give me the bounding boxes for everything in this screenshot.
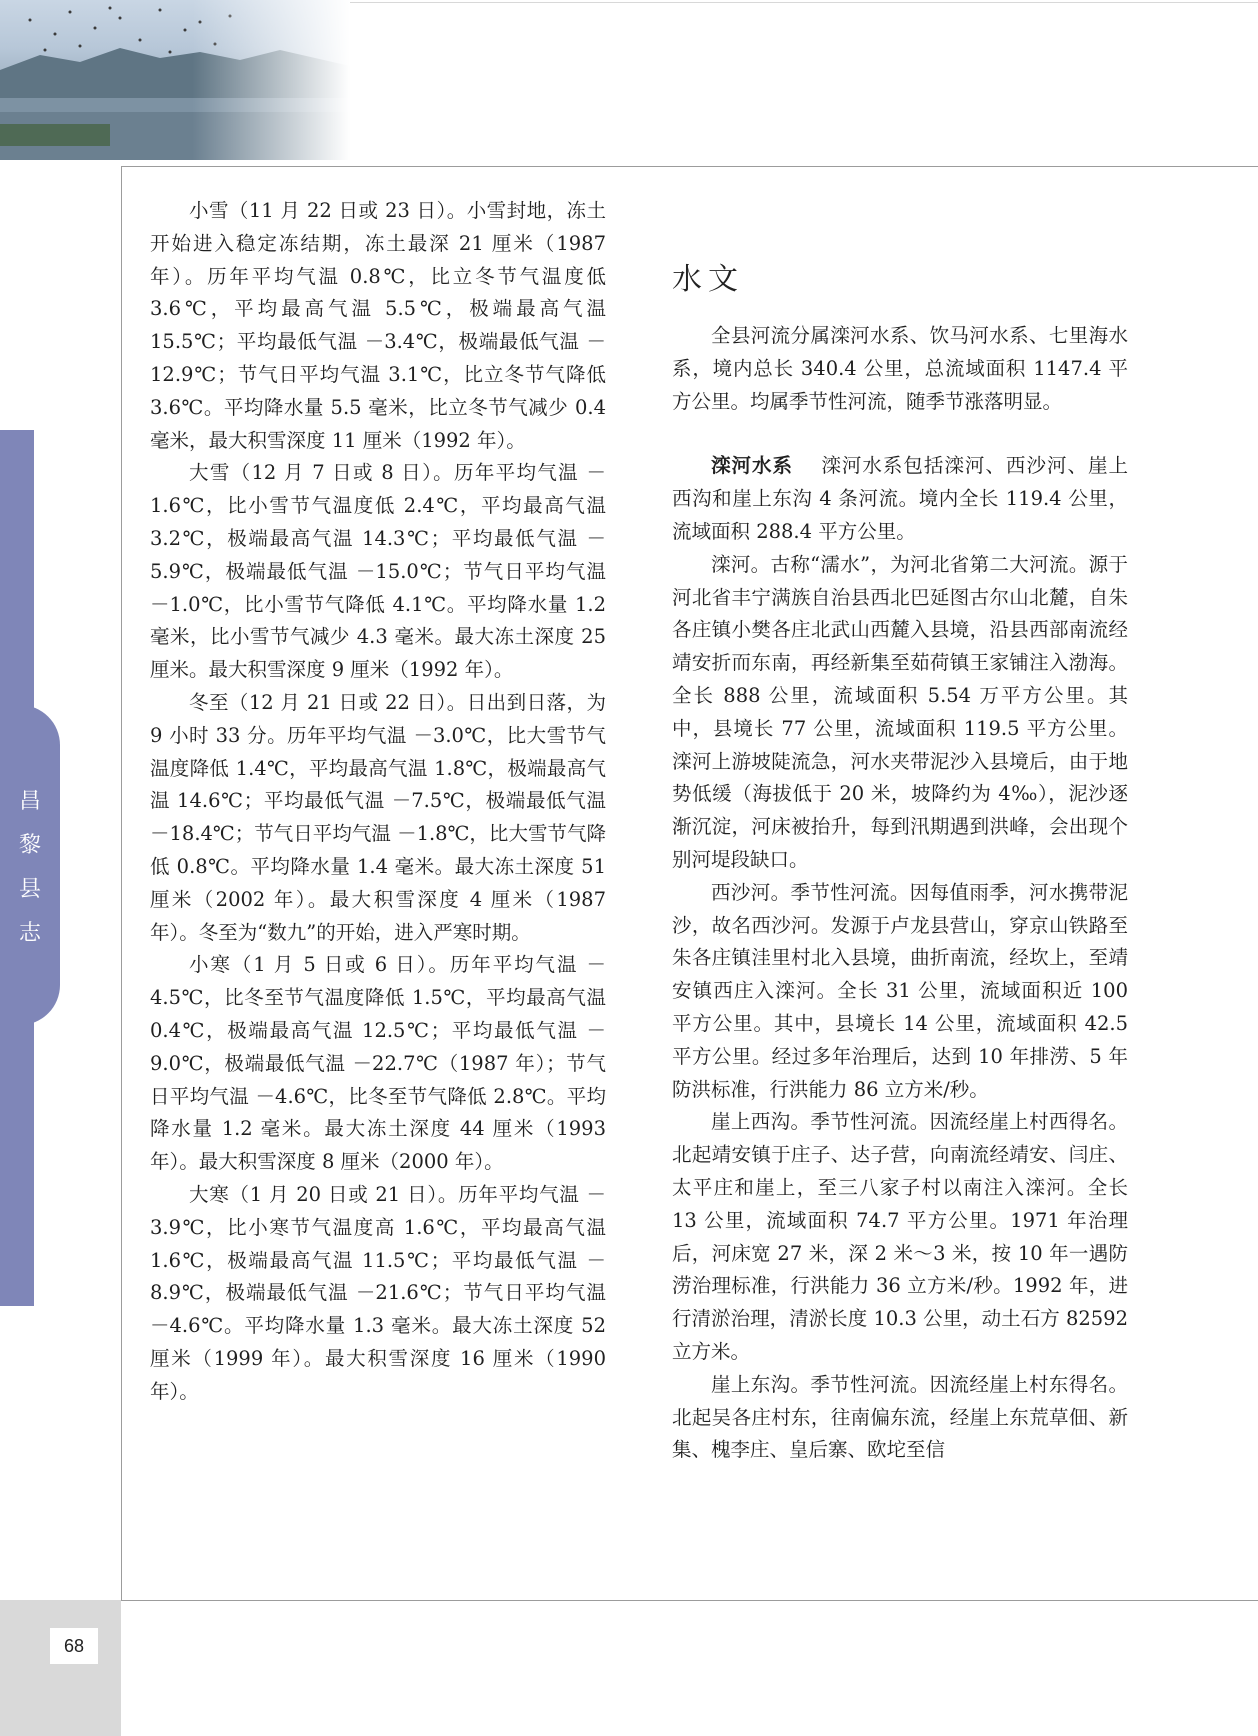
left-column	[150, 195, 606, 1408]
paragraph-xiaoxue: 小雪（11 月 22 日或 23 日）。小雪封地，冻土开始进入稳定冻结期，冻土最深 21 厘米（1987 年）。历年平均气温 0.8℃，比立冬节气温度低 3.6℃，平均最高气温 5.5℃，极端最高气温 15.5℃；平均最低气温 －3.4℃，极端最低气温 －12.9℃；节气日平均气温 3.1℃，比立冬节气降低 3.6℃。平均降水量 5.5 毫米，比立冬节气减少 0.4 毫米，最大积雪深度 11 厘米（1992 年）。	[150, 199, 606, 452]
right-column	[672, 320, 1128, 1467]
footer-band	[0, 1600, 121, 1736]
side-title-char: 黎	[18, 833, 41, 858]
paragraph-yashang-donggou: 崖上东沟。季节性河流。因流经崖上村东得名。北起吴各庄村东，往南偏东流，经崖上东荒草佃、新集、槐李庄、皇后寨、欧坨至信	[672, 1372, 1128, 1462]
luanhe-system-text: 滦河水系包括滦河、西沙河、崖上西沟和崖上东沟 4 条河流。境内全长 119.4 公里，流域面积 288.4 平方公里。	[672, 454, 1128, 543]
paragraph-xiaohan: 小寒（1 月 5 日或 6 日）。历年平均气温 －4.5℃，比冬至节气温度降低 1.5℃，平均最高气温 0.4℃，极端最高气温 12.5℃；平均最低气温 －9.0℃，极端最低气温 －22.7℃（1987 年）；节气日平均气温 －4.6℃，比冬至节气降低 2.8℃。平均降水量 1.2 毫米。最大冻土深度 44 厘米（1993 年）。最大积雪深度 8 厘米（2000 年）。	[150, 953, 606, 1174]
side-book-title	[0, 780, 60, 956]
paragraph-luanhe: 滦河。古称“濡水”，为河北省第二大河流。源于河北省丰宁满族自治县西北巴延图古尔山北麓，自朱各庄镇小樊各庄北武山西麓入县境，沿县西部南流经靖安折而东南，再经新集至茹荷镇王家铺注入渤海。全长 888 公里，流域面积 5.54 万平方公里。其中，县境长 77 公里，流域面积 119.5 平方公里。滦河上游坡陡流急，河水夹带泥沙入县境后，由于地势低缓（海拔低于 20 米，坡降约为 4‰），泥沙逐渐沉淀，河床被抬升，每到汛期遇到洪峰，会出现个别河堤段缺口。	[672, 552, 1128, 871]
page-number: 68	[50, 1628, 98, 1664]
header-top-rule	[350, 2, 1258, 3]
section-title: 水文	[672, 262, 744, 297]
side-title-char: 昌	[18, 789, 41, 814]
footer-rule	[121, 1600, 1258, 1601]
paragraph-yashang-xigou: 崖上西沟。季节性河流。因流经崖上村西得名。北起靖安镇于庄子、达子营，向南流经靖安、闫庄、太平庄和崖上，至三八家子村以南注入滦河。全长 13 公里，流域面积 74.7 平方公里。1971 年治理后，河床宽 27 米，深 2 米～3 米，按 10 年一遇防涝治理标准，行洪能力 36 立方米/秒。1992 年，进行清淤治理，清淤长度 10.3 公里，动土石方 82592 立方米。	[672, 1110, 1128, 1363]
gutter-divider	[121, 166, 122, 1600]
photo-fade-overlay	[0, 0, 350, 160]
paragraph-dongzhi: 冬至（12 月 21 日或 22 日）。日出到日落，为 9 小时 33 分。历年平均气温 －3.0℃，比大雪节气温度降低 1.4℃，平均最高气温 1.8℃，极端最高气温 14.6℃；平均最低气温 －7.5℃，极端最低气温 －18.4℃；节气日平均气温 －1.8℃，比大雪节气降低 0.8℃。平均降水量 1.4 毫米。最大冻土深度 51 厘米（2002 年）。最大积雪深度 4 厘米（1987 年）。冬至为“数九”的开始，进入严寒时期。	[150, 690, 606, 944]
side-book-title-chars	[19, 780, 41, 956]
intro-paragraph: 全县河流分属滦河水系、饮马河水系、七里海水系，境内总长 340.4 公里，总流域面积 1147.4 平方公里。均属季节性河流，随季节涨落明显。	[672, 324, 1128, 413]
header-photo	[0, 0, 350, 160]
paragraph-xishahe: 西沙河。季节性河流。因每值雨季，河水携带泥沙，故名西沙河。发源于卢龙县营山，穿京山铁路至朱各庄镇洼里村北入县境，曲折南流，经坎上，至靖安镇西庄入滦河。全长 31 公里，流域面积近 100 平方公里。其中，县境长 14 公里，流域面积 42.5 平方公里。经过多年治理后，达到 10 年排涝、5 年防洪标准，行洪能力 86 立方米/秒。	[672, 880, 1128, 1101]
luanhe-system-heading: 滦河水系	[711, 454, 794, 478]
side-title-char: 志	[18, 921, 41, 946]
side-title-char: 县	[18, 877, 41, 902]
luanhe-system-paragraph	[672, 450, 1128, 548]
paragraph-dahan: 大寒（1 月 20 日或 21 日）。历年平均气温 －3.9℃，比小寒节气温度高 1.6℃，平均最高气温 1.6℃，极端最高气温 11.5℃；平均最低气温 －8.9℃，极端最低气温 －21.6℃；节气日平均气温 －4.6℃。平均降水量 1.3 毫米。最大冻土深度 52 厘米（1999 年）。最大积雪深度 16 厘米（1990 年）。	[150, 1182, 606, 1403]
header-rule	[120, 166, 1258, 167]
paragraph-daxue: 大雪（12 月 7 日或 8 日）。历年平均气温 －1.6℃，比小雪节气温度低 2.4℃，平均最高气温 3.2℃，极端最高气温 14.3℃；平均最低气温 －5.9℃，极端最低气温 －15.0℃；节气日平均气温 －1.0℃，比小雪节气降低 4.1℃。平均降水量 1.2 毫米，比小雪节气减少 4.3 毫米。最大冻土深度 25 厘米。最大积雪深度 9 厘米（1992 年）。	[150, 461, 606, 682]
